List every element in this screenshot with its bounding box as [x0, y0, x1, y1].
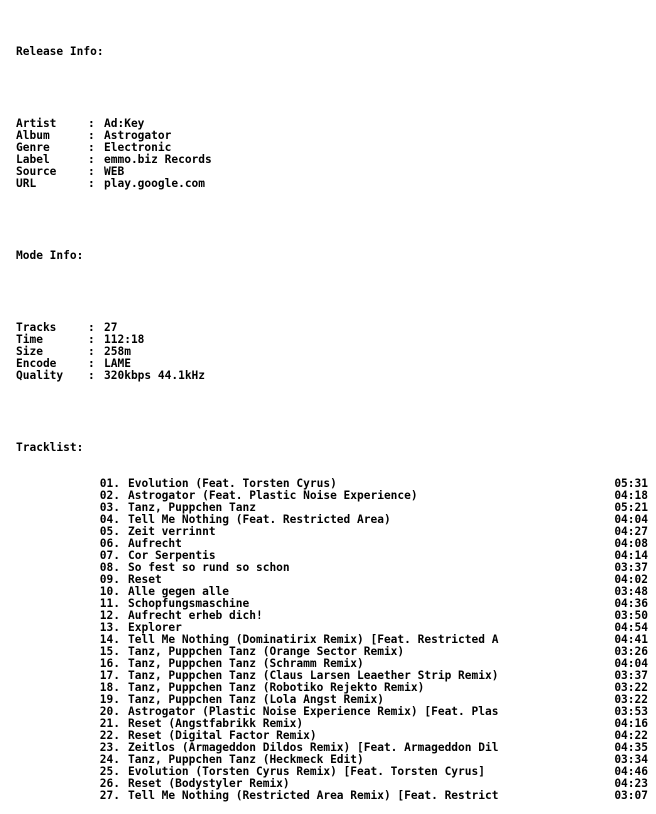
spacer	[16, 406, 648, 418]
track-title: Explorer	[128, 622, 182, 634]
field-value: Astrogator	[104, 129, 172, 142]
field-key: Encode	[16, 357, 57, 370]
field-key: Tracks	[16, 321, 57, 334]
track-title: Zeit verrinnt	[128, 526, 216, 538]
tracklist	[16, 478, 648, 802]
track-number: 05.	[99, 526, 120, 538]
track-number: 13.	[99, 622, 120, 634]
track-row	[16, 634, 648, 646]
track-duration: 03:37	[614, 562, 648, 574]
track-duration: 04:14	[614, 550, 648, 562]
track-row	[16, 646, 648, 658]
field-key: Quality	[16, 369, 64, 382]
field-value: 320kbps 44.1kHz	[104, 369, 206, 382]
track-row	[16, 538, 648, 550]
field-separator: :	[88, 177, 95, 190]
track-row	[16, 778, 648, 790]
field-value: 112:18	[104, 333, 145, 346]
mode-info-heading: Mode Info:	[16, 250, 84, 262]
track-title: Tanz, Puppchen Tanz	[128, 502, 256, 514]
track-number: 03.	[99, 502, 120, 514]
track-title: Astrogator (Plastic Noise Experience Remix) [Feat. Plas	[128, 706, 499, 718]
field-separator: :	[88, 141, 95, 154]
track-duration: 03:22	[614, 682, 648, 694]
field-separator: :	[88, 369, 95, 382]
track-number: 09.	[99, 574, 120, 586]
track-duration: 03:48	[614, 586, 648, 598]
track-number: 06.	[99, 538, 120, 550]
track-title: Astrogator (Feat. Plastic Noise Experience)	[128, 490, 418, 502]
track-row	[16, 766, 648, 778]
track-number: 17.	[99, 670, 120, 682]
track-title: Reset (Bodystyler Remix)	[128, 778, 290, 790]
track-duration: 03:37	[614, 670, 648, 682]
field-separator: :	[88, 117, 95, 130]
track-row	[16, 742, 648, 754]
track-title: Tanz, Puppchen Tanz (Heckmeck Edit)	[128, 754, 364, 766]
track-number: 12.	[99, 610, 120, 622]
field-key: Source	[16, 165, 57, 178]
track-title: Tanz, Puppchen Tanz (Robotiko Rejekto Remix)	[128, 682, 425, 694]
field-value: LAME	[104, 357, 131, 370]
track-duration: 04:04	[614, 514, 648, 526]
field-value: 258m	[104, 345, 131, 358]
release-info-heading: Release Info:	[16, 46, 104, 58]
track-duration: 04:46	[614, 766, 648, 778]
spacer	[16, 214, 648, 226]
track-title: Tanz, Puppchen Tanz (Claus Larsen Leaether Strip Remix)	[128, 670, 499, 682]
spacer	[16, 82, 648, 94]
field-separator: :	[88, 333, 95, 346]
track-title: Tanz, Puppchen Tanz (Orange Sector Remix)	[128, 646, 405, 658]
field-separator: :	[88, 153, 95, 166]
track-title: Evolution (Torsten Cyrus Remix) [Feat. Torsten Cyrus]	[128, 766, 485, 778]
field-value: emmo.biz Records	[104, 153, 212, 166]
track-duration: 04:04	[614, 658, 648, 670]
track-row	[16, 694, 648, 706]
track-number: 02.	[99, 490, 120, 502]
track-duration: 04:54	[614, 622, 648, 634]
track-row	[16, 658, 648, 670]
track-number: 19.	[99, 694, 120, 706]
track-row	[16, 598, 648, 610]
track-row	[16, 610, 648, 622]
track-title: Schopfungsmaschine	[128, 598, 250, 610]
release-info-fields	[16, 118, 648, 190]
track-duration: 04:16	[614, 718, 648, 730]
track-duration: 04:35	[614, 742, 648, 754]
track-number: 14.	[99, 634, 120, 646]
track-title: Tanz, Puppchen Tanz (Schramm Remix)	[128, 658, 364, 670]
track-duration: 04:41	[614, 634, 648, 646]
track-title: Evolution (Feat. Torsten Cyrus)	[128, 478, 337, 490]
track-row	[16, 586, 648, 598]
track-title: Tell Me Nothing (Restricted Area Remix) [Feat. Restrict	[128, 790, 499, 802]
track-duration: 04:18	[614, 490, 648, 502]
spacer	[16, 286, 648, 298]
field-separator: :	[88, 321, 95, 334]
track-number: 15.	[99, 646, 120, 658]
track-duration: 04:08	[614, 538, 648, 550]
info-field-quality	[16, 370, 648, 382]
track-number: 04.	[99, 514, 120, 526]
mode-info-fields	[16, 322, 648, 382]
track-duration: 03:50	[614, 610, 648, 622]
field-separator: :	[88, 165, 95, 178]
field-value: Ad:Key	[104, 117, 145, 130]
track-number: 08.	[99, 562, 120, 574]
nfo-document	[16, 22, 648, 814]
track-duration: 05:31	[614, 478, 648, 490]
track-number: 07.	[99, 550, 120, 562]
track-duration: 03:26	[614, 646, 648, 658]
track-duration: 05:21	[614, 502, 648, 514]
track-title: Aufrecht	[128, 538, 182, 550]
track-title: Zeitlos (Armageddon Dildos Remix) [Feat. Armageddon Dil	[128, 742, 499, 754]
field-key: Label	[16, 153, 50, 166]
track-number: 26.	[99, 778, 120, 790]
track-number: 25.	[99, 766, 120, 778]
track-row	[16, 730, 648, 742]
track-duration: 03:07	[614, 790, 648, 802]
track-duration: 04:22	[614, 730, 648, 742]
track-duration: 03:34	[614, 754, 648, 766]
field-key: Artist	[16, 117, 57, 130]
field-separator: :	[88, 345, 95, 358]
track-title: So fest so rund so schon	[128, 562, 290, 574]
track-title: Tell Me Nothing (Dominatirix Remix) [Feat. Restricted A	[128, 634, 499, 646]
track-number: 11.	[99, 598, 120, 610]
track-row	[16, 478, 648, 490]
field-key: Genre	[16, 141, 50, 154]
field-separator: :	[88, 129, 95, 142]
track-duration: 03:22	[614, 694, 648, 706]
track-title: Alle gegen alle	[128, 586, 230, 598]
field-value: 27	[104, 321, 118, 334]
track-row	[16, 622, 648, 634]
track-title: Tanz, Puppchen Tanz (Lola Angst Remix)	[128, 694, 384, 706]
track-row	[16, 682, 648, 694]
track-row	[16, 718, 648, 730]
track-row	[16, 550, 648, 562]
track-title: Reset (Angstfabrikk Remix)	[128, 718, 304, 730]
field-value: play.google.com	[104, 177, 206, 190]
track-number: 27.	[99, 790, 120, 802]
info-field-url	[16, 178, 648, 190]
track-title: Tell Me Nothing (Feat. Restricted Area)	[128, 514, 391, 526]
field-key: Album	[16, 129, 50, 142]
track-duration: 04:36	[614, 598, 648, 610]
track-duration: 04:02	[614, 574, 648, 586]
track-number: 23.	[99, 742, 120, 754]
track-row	[16, 790, 648, 802]
field-separator: :	[88, 357, 95, 370]
track-row	[16, 526, 648, 538]
track-title: Reset	[128, 574, 162, 586]
track-duration: 04:27	[614, 526, 648, 538]
field-key: Time	[16, 333, 43, 346]
track-row	[16, 562, 648, 574]
field-value: Electronic	[104, 141, 172, 154]
track-number: 22.	[99, 730, 120, 742]
track-row	[16, 754, 648, 766]
field-key: URL	[16, 177, 37, 190]
track-row	[16, 490, 648, 502]
track-title: Aufrecht erheb dich!	[128, 610, 263, 622]
track-number: 21.	[99, 718, 120, 730]
track-title: Cor Serpentis	[128, 550, 216, 562]
track-row	[16, 502, 648, 514]
track-row	[16, 706, 648, 718]
track-number: 20.	[99, 706, 120, 718]
tracklist-heading: Tracklist:	[16, 442, 84, 454]
track-row	[16, 514, 648, 526]
field-value: WEB	[104, 165, 125, 178]
track-number: 24.	[99, 754, 120, 766]
track-number: 10.	[99, 586, 120, 598]
field-key: Size	[16, 345, 43, 358]
track-duration: 04:23	[614, 778, 648, 790]
track-number: 16.	[99, 658, 120, 670]
track-title: Reset (Digital Factor Remix)	[128, 730, 317, 742]
track-row	[16, 670, 648, 682]
track-number: 18.	[99, 682, 120, 694]
track-number: 01.	[99, 478, 120, 490]
track-duration: 03:53	[614, 706, 648, 718]
